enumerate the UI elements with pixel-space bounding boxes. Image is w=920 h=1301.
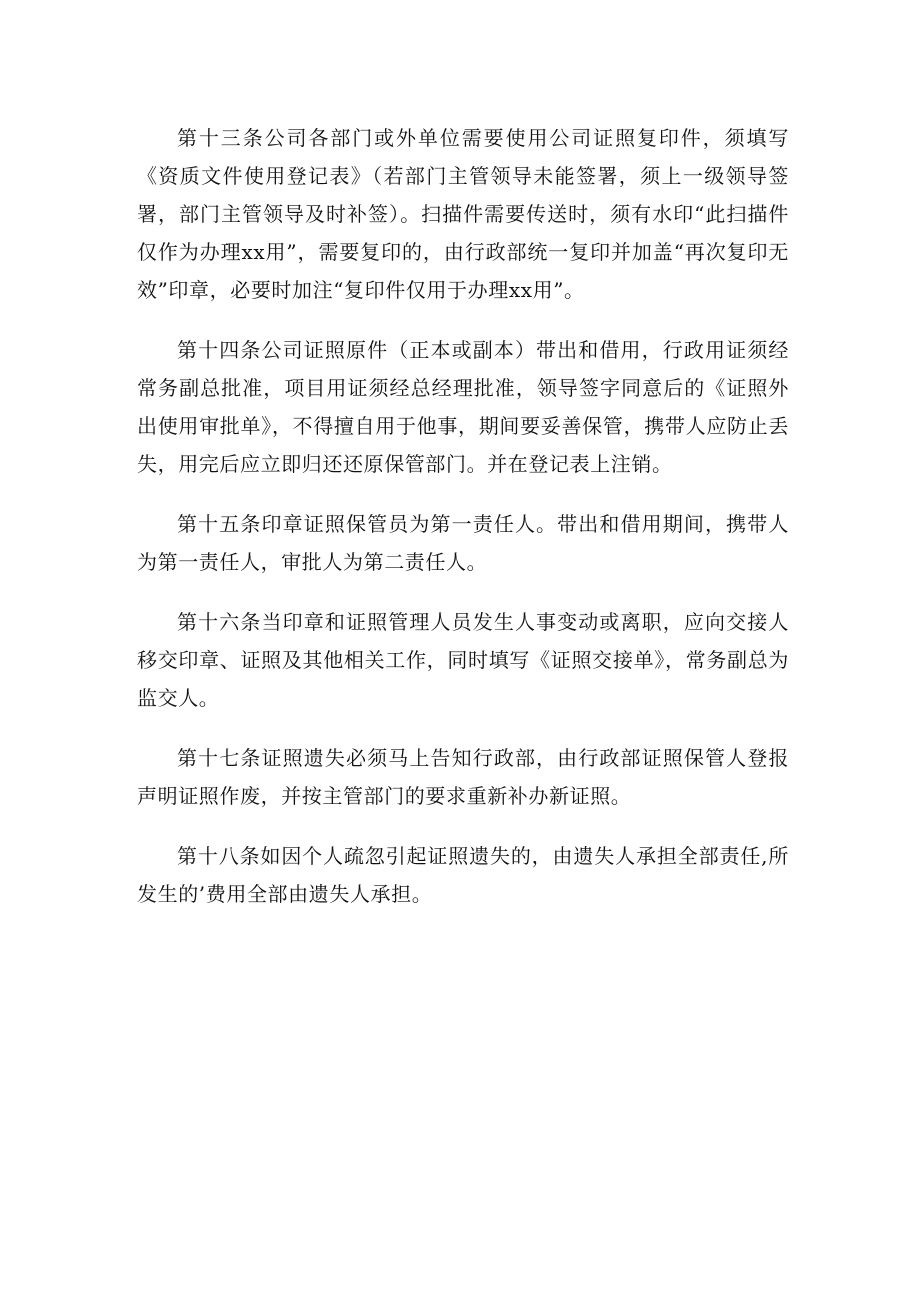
article-14-paragraph: 第十四条公司证照原件（正本或副本）带出和借用，行政用证须经常务副总批准，项目用证须经总经理批准，领导签字同意后的《证照外出使用审批单》，不得擅自用于他事，期间要妥善保管，携带人应防止丢失，用完后应立即归还还原保管部门。并在登记表上注销。 (137, 338, 789, 476)
article-15-paragraph: 第十五条印章证照保管员为第一责任人。带出和借用期间，携带人为第一责任人，审批人为第二责任人。 (137, 512, 789, 574)
document-body (137, 119, 789, 935)
article-13-paragraph: 第十三条公司各部门或外单位需要使用公司证照复印件，须填写《资质文件使用登记表》（若部门主管领导未能签署，须上一级领导签署，部门主管领导及时补签）。扫描件需要传送时，须有水印“此扫描件仅作为办理xx用”，需要复印的，由行政部统一复印并加盖“再次复印无效”印章，必要时加注“复印件仅用于办理xx用”。 (137, 126, 789, 302)
article-16-paragraph: 第十六条当印章和证照管理人员发生人事变动或离职，应向交接人移交印章、证照及其他相关工作，同时填写《证照交接单》，常务副总为监交人。 (137, 610, 789, 710)
article-17-paragraph: 第十七条证照遗失必须马上告知行政部，由行政部证照保管人登报声明证照作废，并按主管部门的要求重新补办新证照。 (137, 746, 789, 808)
article-18-paragraph: 第十八条如因个人疏忽引起证照遗失的，由遗失人承担全部责任,所发生的’费用全部由遗失人承担。 (137, 844, 789, 906)
